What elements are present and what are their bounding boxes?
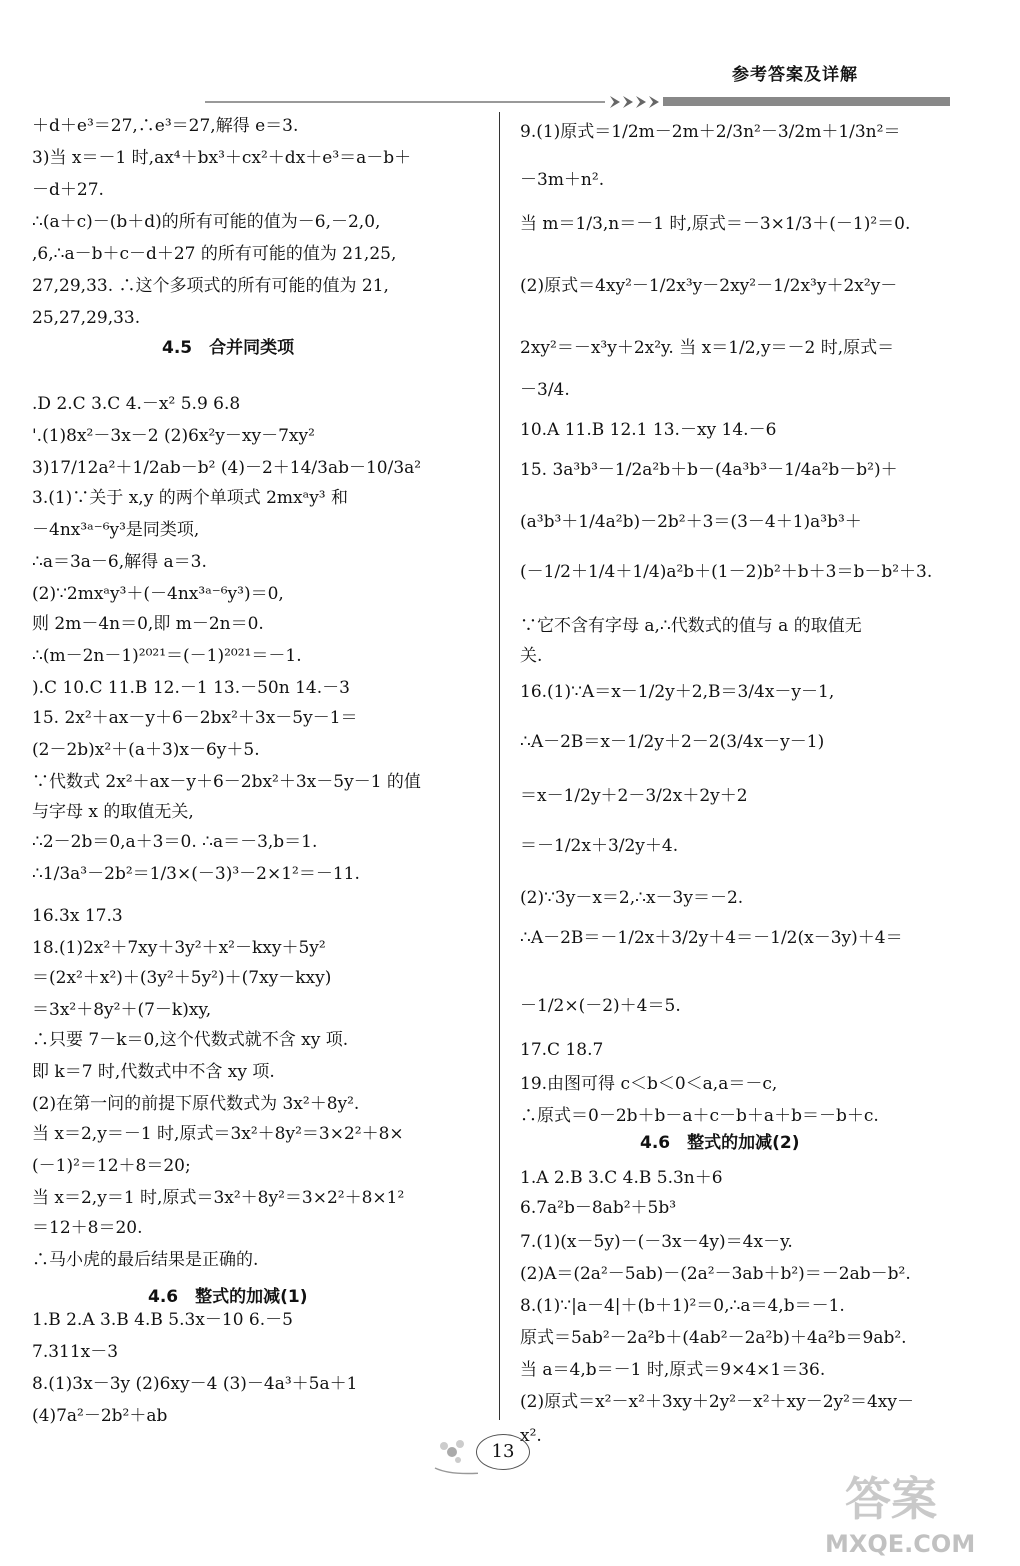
answer-line: 25,27,29,33. (32, 308, 141, 328)
answer-line: ∴2－2b＝0,a＋3＝0. ∴a＝－3,b＝1. (32, 832, 318, 852)
answer-line: 即 k＝7 时,代数式中不含 xy 项. (32, 1062, 275, 1082)
answer-line: 19.由图可得 c＜b＜0＜a,a＝－c, (520, 1074, 778, 1094)
watermark (825, 1463, 1010, 1558)
answer-line: 则 2m－4n＝0,即 m－2n＝0. (32, 614, 264, 634)
answer-line: －4nx³ᵃ⁻⁶y³是同类项, (32, 520, 200, 540)
flower-decoration-icon (430, 1428, 478, 1476)
answer-line: 1.A 2.B 3.C 4.B 5.3n＋6 (520, 1168, 723, 1188)
answer-line: (2)∵2mxᵃy³＋(－4nx³ᵃ⁻⁶y³)＝0, (32, 584, 284, 604)
answer-line: 7.(1)(x－5y)－(－3x－4y)＝4x－y. (520, 1232, 793, 1252)
answer-line: 15. 3a³b³－1/2a²b＋b－(4a³b³－1/4a²b－b²)＋ (520, 460, 898, 480)
answer-line: ＝12＋8＝20. (32, 1218, 143, 1238)
answer-line: ＝(2x²＋x²)＋(3y²＋5y²)＋(7xy－kxy) (32, 968, 332, 988)
answer-line: 2xy²＝－x³y＋2x²y. 当 x＝1/2,y＝－2 时,原式＝ (520, 338, 895, 358)
answer-line: ＝x－1/2y＋2－3/2x＋2y＋2 (520, 786, 748, 806)
answer-line: ＋d＋e³＝27,∴e³＝27,解得 e＝3. (32, 116, 299, 136)
answer-line: 9.(1)原式＝1/2m－2m＋2/3n²－3/2m＋1/3n²＝ (520, 122, 901, 142)
answer-line: 27,29,33. ∴这个多项式的所有可能的值为 21, (32, 276, 389, 296)
answer-line: 7.311x－3 (32, 1342, 119, 1362)
answer-line: '.(1)8x²－3x－2 (2)6x²y－xy－7xy² (32, 426, 315, 446)
answer-line: (4)7a²－2b²＋ab (32, 1406, 168, 1426)
answer-line: ∴1/3a³－2b²＝1/3×(－3)³－2×1²＝－11. (32, 864, 360, 884)
answer-line: ).C 10.C 11.B 12.－1 13.－50n 14.－3 (32, 678, 350, 698)
answer-line: ∴a＝3a－6,解得 a＝3. (32, 552, 207, 572)
answer-line: 1.B 2.A 3.B 4.B 5.3x－10 6.－5 (32, 1310, 293, 1330)
answer-line: 原式＝5ab²－2a²b＋(4ab²－2a²b)＋4a²b＝9ab². (520, 1328, 907, 1348)
page-number: 13 (476, 1434, 530, 1470)
answer-line: 8.(1)3x－3y (2)6xy－4 (3)－4a³＋5a＋1 (32, 1374, 358, 1394)
answer-line: ∴只要 7－k＝0,这个代数式就不含 xy 项. (32, 1030, 349, 1050)
answer-line: .D 2.C 3.C 4.－x² 5.9 6.8 (32, 394, 241, 414)
answer-line: －d＋27. (32, 180, 104, 200)
answer-line: 当 a＝4,b＝－1 时,原式＝9×4×1＝36. (520, 1360, 826, 1380)
answer-line: 15. 2x²＋ax－y＋6－2bx²＋3x－5y－1＝ (32, 708, 358, 728)
answer-line: －1/2×(－2)＋4＝5. (520, 996, 681, 1016)
answer-line: 3.(1)∵关于 x,y 的两个单项式 2mxᵃy³ 和 (32, 488, 349, 508)
answer-line: (2)∵3y－x＝2,∴x－3y＝－2. (520, 888, 744, 908)
section-heading-4-6-1: 4.6 整式的加减(1) (148, 1287, 308, 1307)
page-number-badge (430, 1428, 540, 1488)
answer-line: －3/4. (520, 380, 570, 400)
answer-line: 16.(1)∵A＝x－1/2y＋2,B＝3/4x－y－1, (520, 682, 835, 702)
answer-line: 10.A 11.B 12.1 13.－xy 14.－6 (520, 420, 777, 440)
answer-line: 当 x＝2,y＝－1 时,原式＝3x²＋8y²＝3×2²＋8× (32, 1124, 404, 1144)
answer-line: 16.3x 17.3 (32, 906, 123, 926)
answer-line: (a³b³＋1/4a²b)－2b²＋3＝(3－4＋1)a³b³＋ (520, 512, 862, 532)
answer-line: 17.C 18.7 (520, 1040, 604, 1060)
answer-line: (2)原式＝4xy²－1/2x³y－2xy²－1/2x³y＋2x²y－ (520, 276, 898, 296)
answer-line: (－1)²＝12＋8＝20; (32, 1156, 191, 1176)
answer-line: 6.7a²b－8ab²＋5b³ (520, 1198, 677, 1218)
answer-line: x². (520, 1426, 542, 1446)
section-heading-4-5: 4.5 合并同类项 (162, 338, 295, 358)
answer-line: (－1/2＋1/4＋1/4)a²b＋(1－2)b²＋b＋3＝b－b²＋3. (520, 562, 933, 582)
answer-line: 当 x＝2,y＝1 时,原式＝3x²＋8y²＝3×2²＋8×1² (32, 1188, 405, 1208)
answer-line: 18.(1)2x²＋7xy＋3y²＋x²－kxy＋5y² (32, 938, 326, 958)
watermark-logo: 答案 (845, 1472, 937, 1526)
answer-line: (2)在第一问的前提下原代数式为 3x²＋8y². (32, 1094, 360, 1114)
answer-line: －3m＋n². (520, 170, 605, 190)
answer-line: ＝3x²＋8y²＋(7－k)xy, (32, 1000, 212, 1020)
answer-line: 与字母 x 的取值无关, (32, 802, 194, 822)
answer-line: ∵它不含有字母 a,∴代数式的值与 a 的取值无 (520, 616, 862, 636)
answer-line: (2－2b)x²＋(a＋3)x－6y＋5. (32, 740, 260, 760)
answer-line: 3)17/12a²＋1/2ab－b² (4)－2＋14/3ab－10/3a² (32, 458, 422, 478)
answer-line: (2)A＝(2a²－5ab)－(2a²－3ab＋b²)＝－2ab－b². (520, 1264, 911, 1284)
answer-line: 当 m＝1/3,n＝－1 时,原式＝－3×1/3＋(－1)²＝0. (520, 214, 911, 234)
header-rule-decoration (205, 93, 950, 109)
answer-line: ∴马小虎的最后结果是正确的. (32, 1250, 259, 1270)
answer-line: ＝－1/2x＋3/2y＋4. (520, 836, 679, 856)
answer-line: ∴A－2B＝－1/2x＋3/2y＋4＝－1/2(x－3y)＋4＝ (520, 928, 903, 948)
answer-line: ∴(a＋c)－(b＋d)的所有可能的值为－6,－2,0, (32, 212, 381, 232)
answer-line: ∴原式＝0－2b＋b－a＋c－b＋a＋b＝－b＋c. (520, 1106, 879, 1126)
answer-line: 3)当 x＝－1 时,ax⁴＋bx³＋cx²＋dx＋e³＝a－b＋ (32, 148, 412, 168)
answer-line: (2)原式＝x²－x²＋3xy＋2y²－x²＋xy－2y²＝4xy－ (520, 1392, 914, 1412)
answer-line: ∴(m－2n－1)²⁰²¹＝(－1)²⁰²¹＝－1. (32, 646, 302, 666)
header-title: 参考答案及详解 (732, 65, 858, 85)
answer-line: ∵代数式 2x²＋ax－y＋6－2bx²＋3x－5y－1 的值 (32, 772, 421, 792)
answer-line: ∴A－2B＝x－1/2y＋2－2(3/4x－y－1) (520, 732, 825, 752)
section-heading-4-6-2: 4.6 整式的加减(2) (640, 1133, 800, 1153)
column-divider (499, 112, 500, 1420)
watermark-site: MXQE.COM (825, 1530, 976, 1558)
answer-line: 8.(1)∵|a－4|＋(b＋1)²＝0,∴a＝4,b＝－1. (520, 1296, 845, 1316)
answer-line: 关. (520, 646, 543, 666)
answer-line: ,6,∴a－b＋c－d＋27 的所有可能的值为 21,25, (32, 244, 397, 264)
